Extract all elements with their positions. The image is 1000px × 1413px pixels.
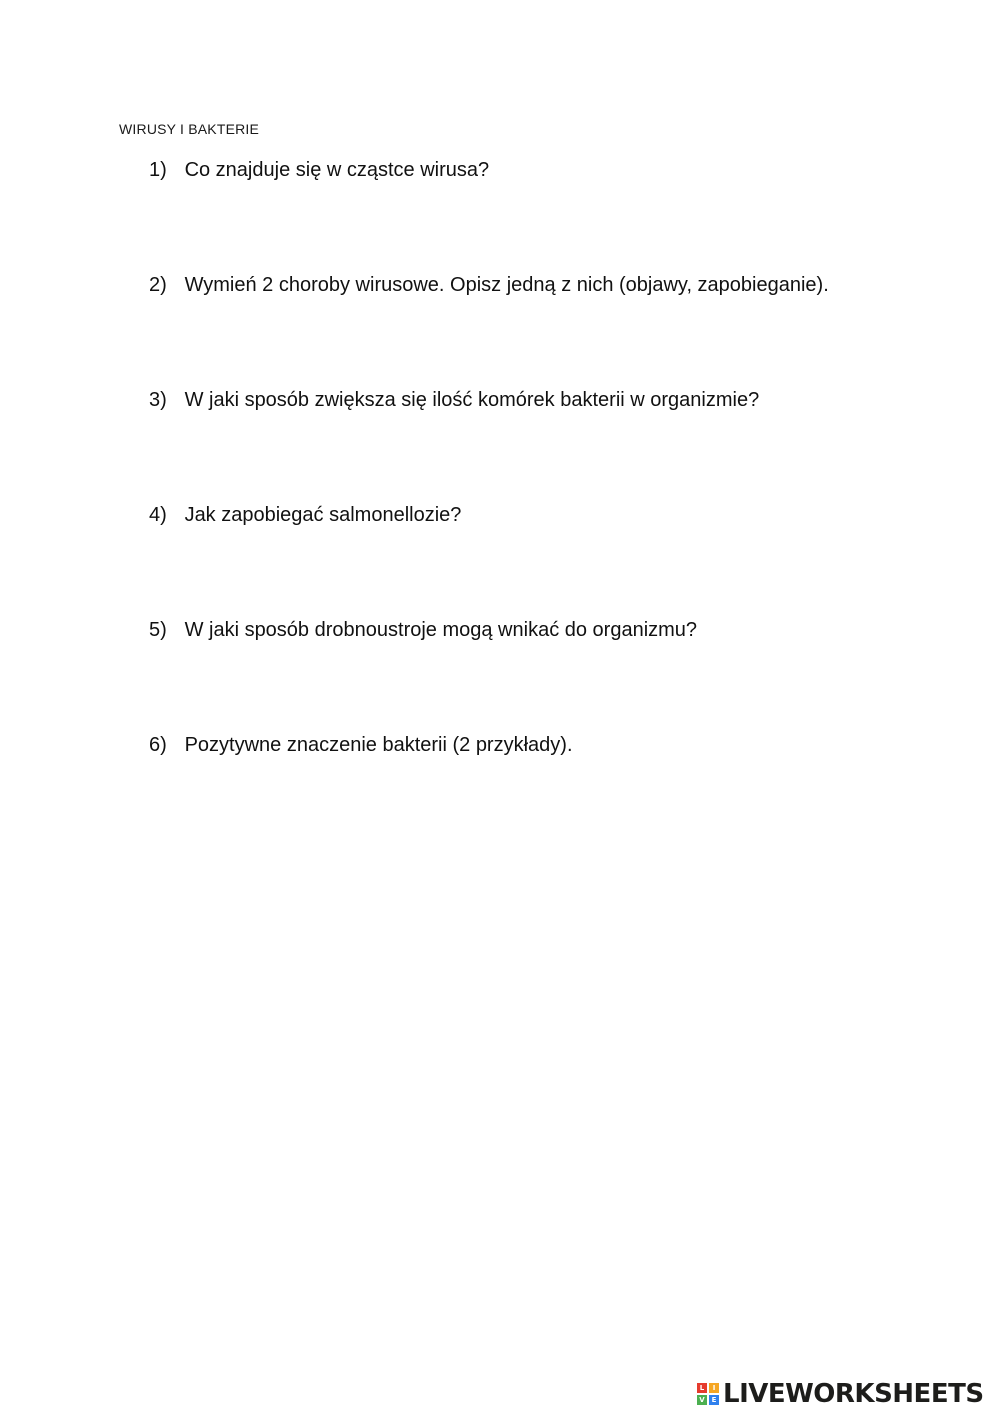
question-text: Jak zapobiegać salmonellozie? [184,504,462,526]
liveworksheets-logo-text: LIVEWORKSHEETS [723,1379,984,1409]
logo-mark-v: V [697,1395,707,1405]
question-4 [149,503,461,527]
question-number: 2) [149,274,167,296]
question-1 [149,158,489,182]
question-number: 1) [149,159,167,181]
question-text: Wymień 2 choroby wirusowe. Opisz jedną z nich (objawy, zapobieganie). [184,274,829,296]
question-2 [149,273,829,297]
logo-mark-e: E [709,1395,719,1405]
logo-mark-i: I [709,1383,719,1393]
question-text: W jaki sposób zwiększa się ilość komórek bakterii w organizmie? [184,389,760,411]
question-text: Co znajduje się w cząstce wirusa? [184,159,490,181]
liveworksheets-logo-icon [697,1383,719,1405]
question-text: Pozytywne znaczenie bakterii (2 przykłady). [184,734,573,756]
question-text: W jaki sposób drobnoustroje mogą wnikać do organizmu? [184,619,698,641]
question-number: 4) [149,504,167,526]
question-number: 3) [149,389,167,411]
question-number: 5) [149,619,167,641]
question-6 [149,733,573,757]
liveworksheets-logo [697,1378,984,1410]
question-3 [149,388,759,412]
question-number: 6) [149,734,167,756]
logo-mark-l: L [697,1383,707,1393]
question-5 [149,618,697,642]
worksheet-title: WIRUSY I BAKTERIE [119,121,260,137]
